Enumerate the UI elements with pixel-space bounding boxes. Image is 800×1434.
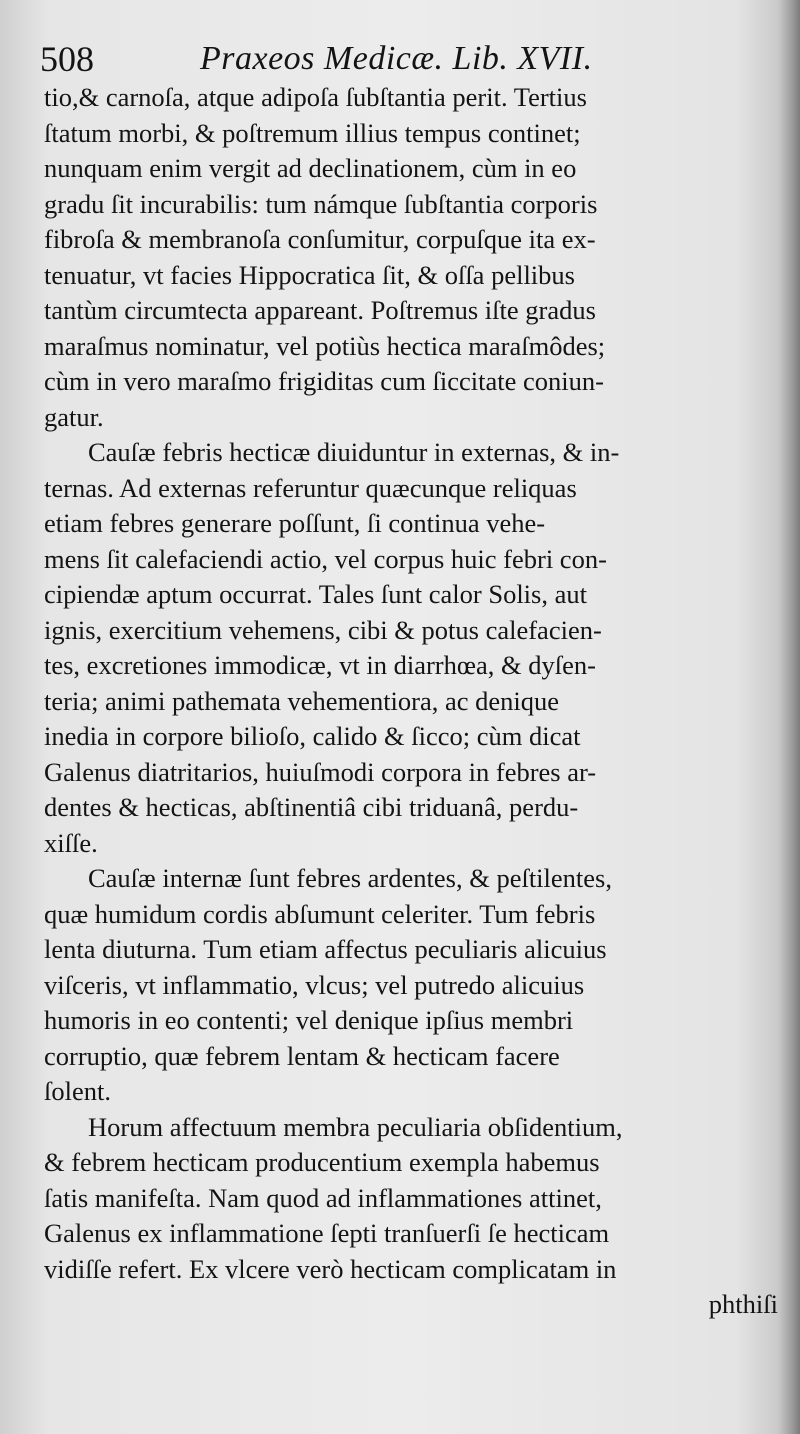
text-line: ignis, exercitium vehemens, cibi & potus calefacien- — [44, 614, 602, 645]
text-line: cipiendæ aptum occurrat. Tales ſunt calor Solis, aut — [44, 579, 587, 609]
page-number: 508 — [40, 39, 94, 79]
text-line: ternas. Ad externas referuntur quæcunque reliquas — [44, 472, 577, 503]
text-line: viſceris, vt inflammatio, vlcus; vel putredo alicuius — [44, 969, 585, 1000]
text-line: quæ humidum cordis abſumunt celeriter. Tum febris — [44, 898, 596, 929]
text-line: & febrem hecticam producentium exempla habemus — [44, 1147, 600, 1177]
paragraph-2 — [44, 435, 794, 861]
text-line: tenuatur, vt facies Hippocratica ſit, & oſſa pellibus — [44, 259, 575, 290]
text-line: Horum affectuum membra peculiaria obſidentium, — [88, 1111, 623, 1142]
text-line: dentes & hecticas, abſtinentiâ cibi triduanâ, perdu- — [44, 792, 579, 822]
paragraph-1 — [44, 80, 794, 435]
text-line: mens ſit calefaciendi actio, vel corpus huic febri con- — [44, 543, 607, 574]
catchword: phthiſi — [708, 1289, 778, 1319]
text-line: tantùm circumtecta appareant. Poſtremus iſte gradus — [44, 295, 596, 325]
text-line: lenta diuturna. Tum etiam affectus peculiaris alicuius — [44, 934, 607, 964]
text-line: Cauſæ febris hecticæ diuiduntur in externas, & in- — [88, 437, 620, 467]
paragraph-4 — [44, 1110, 794, 1323]
text-line: corruptio, quæ febrem lentam & hecticam facere — [44, 1040, 560, 1071]
text-line: gradu ſit incurabilis: tum námque ſubſtantia corporis — [44, 188, 598, 219]
text-line: maraſmus nominatur, vel potiùs hectica maraſmôdes; — [44, 330, 606, 361]
text-line: Galenus diatritarios, huiuſmodi corpora in febres ar- — [44, 756, 597, 787]
text-line: tio,& carnoſa, atque adipoſa ſubſtantia perit. Tertius — [44, 82, 587, 112]
paragraph-3 — [44, 861, 794, 1110]
text-line: nunquam enim vergit ad declinationem, cùm in eo — [44, 153, 577, 183]
text-line: tes, excretiones immodicæ, vt in diarrhœa, & dyſen- — [44, 650, 596, 680]
text-line: Cauſæ internæ ſunt febres ardentes, & peſtilentes, — [88, 863, 612, 893]
text-line: ſatis manifeſta. Nam quod ad inflammationes attinet, — [44, 1182, 602, 1213]
text-line: gatur. — [44, 401, 104, 432]
text-line: xiſſe. — [44, 827, 98, 858]
text-line: humoris in eo contenti; vel denique ipſius membri — [44, 1005, 574, 1035]
text-line: ſolent. — [44, 1076, 111, 1106]
text-line: etiam febres generare poſſunt, ſi continua vehe- — [44, 508, 546, 538]
text-line: Galenus ex inflammatione ſepti tranſuerſi ſe hecticam — [44, 1218, 610, 1248]
running-title: Praxeos Medicæ. Lib. XVII. — [200, 40, 593, 77]
text-line: teria; animi pathemata vehementiora, ac denique — [44, 685, 560, 716]
text-line: fibroſa & membranoſa conſumitur, corpuſque ita ex- — [44, 224, 596, 254]
text-line: ſtatum morbi, & poſtremum illius tempus continet; — [44, 117, 581, 148]
text-line: cùm in vero maraſmo frigiditas cum ſiccitate coniun- — [44, 366, 604, 396]
text-line: inedia in corpore bilioſo, calido & ſicco; cùm dicat — [44, 721, 581, 751]
text-line: vidiſſe refert. Ex vlcere verò hecticam complicatam in — [44, 1253, 617, 1284]
body-text — [44, 80, 794, 1323]
